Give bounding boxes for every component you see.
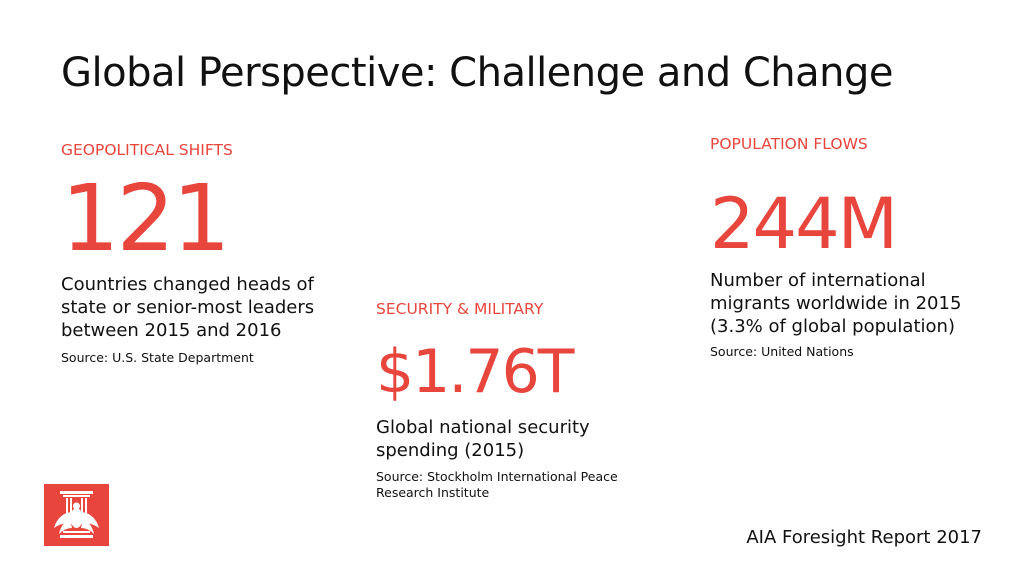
stat-description: Countries changed heads of state or senior-most leaders between 2015 and 2016 xyxy=(61,274,315,341)
stat-value: $1.76T xyxy=(376,337,573,407)
aia-eagle-logo-icon xyxy=(44,484,109,546)
stat-security-military xyxy=(376,300,676,501)
stat-value: 244M xyxy=(710,183,897,265)
stat-source: Source: United Nations xyxy=(710,344,854,359)
stat-category: GEOPOLITICAL SHIFTS xyxy=(61,141,233,159)
footer-report-name: AIA Foresight Report 2017 xyxy=(746,527,982,548)
stat-geopolitical-shifts xyxy=(61,141,341,366)
stat-category: POPULATION FLOWS xyxy=(710,135,868,153)
page-title: Global Perspective: Challenge and Change xyxy=(61,50,893,96)
stat-category: SECURITY & MILITARY xyxy=(376,300,544,318)
stat-description: Number of international migrants worldwide in 2015 (3.3% of global population) xyxy=(710,270,962,337)
stat-population-flows xyxy=(710,135,1010,360)
stat-source: Source: U.S. State Department xyxy=(61,350,254,365)
stat-value: 121 xyxy=(61,165,228,272)
stat-source: Source: Stockholm International Peace Research Institute xyxy=(376,469,618,500)
stat-description: Global national security spending (2015) xyxy=(376,417,590,461)
